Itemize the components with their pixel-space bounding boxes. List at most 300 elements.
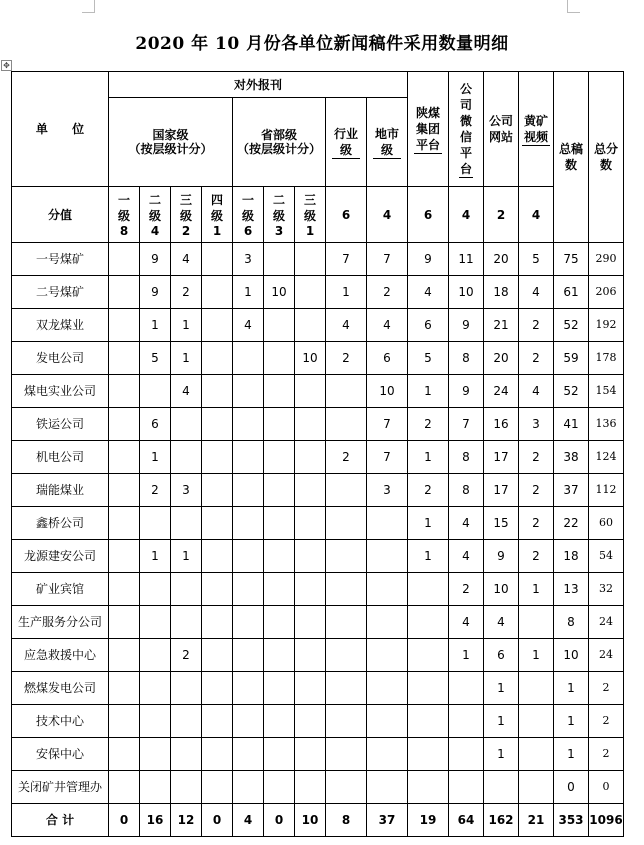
cell-n2: 9 bbox=[140, 243, 171, 276]
cell-city: 3 bbox=[367, 474, 408, 507]
table-row bbox=[12, 606, 624, 639]
cell-n2: 1 bbox=[140, 441, 171, 474]
cell-score: 206 bbox=[589, 276, 624, 309]
total-score: 1096 bbox=[589, 804, 624, 837]
cell-wechat: 9 bbox=[449, 375, 484, 408]
cell-p1 bbox=[233, 639, 264, 672]
cell-wechat: 4 bbox=[449, 507, 484, 540]
cell-p3 bbox=[295, 639, 326, 672]
cell-score: 24 bbox=[589, 639, 624, 672]
cell-p3 bbox=[295, 507, 326, 540]
total-video: 21 bbox=[519, 804, 554, 837]
total-count: 353 bbox=[554, 804, 589, 837]
cell-n2 bbox=[140, 507, 171, 540]
table-row bbox=[12, 540, 624, 573]
cell-count: 41 bbox=[554, 408, 589, 441]
cell-video: 4 bbox=[519, 276, 554, 309]
cell-city: 10 bbox=[367, 375, 408, 408]
cell-video: 2 bbox=[519, 474, 554, 507]
cell-score: 136 bbox=[589, 408, 624, 441]
score-website: 2 bbox=[484, 187, 519, 243]
cell-score: 32 bbox=[589, 573, 624, 606]
cell-city bbox=[367, 606, 408, 639]
table-row bbox=[12, 342, 624, 375]
total-n4: 0 bbox=[202, 804, 233, 837]
cell-n1 bbox=[109, 342, 140, 375]
cell-video bbox=[519, 705, 554, 738]
cell-count: 13 bbox=[554, 573, 589, 606]
cell-p1 bbox=[233, 606, 264, 639]
totals-label: 合 计 bbox=[12, 804, 109, 837]
cell-p2 bbox=[264, 309, 295, 342]
cell-n3 bbox=[171, 606, 202, 639]
cell-industry: 4 bbox=[326, 309, 367, 342]
cell-p2 bbox=[264, 474, 295, 507]
table-row bbox=[12, 705, 624, 738]
cell-score: 54 bbox=[589, 540, 624, 573]
cell-p3 bbox=[295, 540, 326, 573]
cell-shaanmei: 1 bbox=[408, 441, 449, 474]
cell-n4 bbox=[202, 606, 233, 639]
cell-shaanmei: 2 bbox=[408, 474, 449, 507]
cell-n3: 4 bbox=[171, 375, 202, 408]
cell-wechat bbox=[449, 705, 484, 738]
total-p3: 10 bbox=[295, 804, 326, 837]
header-city: 地市级 bbox=[367, 98, 408, 187]
cell-website: 6 bbox=[484, 639, 519, 672]
cell-n3 bbox=[171, 672, 202, 705]
cell-score: 154 bbox=[589, 375, 624, 408]
unit-name-cell: 龙源建安公司 bbox=[12, 540, 109, 573]
cell-industry: 2 bbox=[326, 342, 367, 375]
unit-name-cell: 煤电实业公司 bbox=[12, 375, 109, 408]
total-n2: 16 bbox=[140, 804, 171, 837]
unit-name-cell: 一号煤矿 bbox=[12, 243, 109, 276]
unit-name-cell: 瑞能煤业 bbox=[12, 474, 109, 507]
level-provincial-2: 二级 3 bbox=[264, 187, 295, 243]
cell-p1 bbox=[233, 441, 264, 474]
cell-n1 bbox=[109, 507, 140, 540]
cell-n3 bbox=[171, 738, 202, 771]
cell-count: 0 bbox=[554, 771, 589, 804]
score-city: 4 bbox=[367, 187, 408, 243]
cell-video: 2 bbox=[519, 309, 554, 342]
header-total-score: 总分数 bbox=[589, 72, 624, 243]
total-n3: 12 bbox=[171, 804, 202, 837]
cell-p3 bbox=[295, 243, 326, 276]
cell-wechat bbox=[449, 738, 484, 771]
cell-n4 bbox=[202, 375, 233, 408]
cell-industry bbox=[326, 540, 367, 573]
cell-score: 124 bbox=[589, 441, 624, 474]
cell-city: 7 bbox=[367, 408, 408, 441]
total-shaanmei: 19 bbox=[408, 804, 449, 837]
table-row bbox=[12, 639, 624, 672]
cell-score: 2 bbox=[589, 738, 624, 771]
cell-shaanmei bbox=[408, 705, 449, 738]
cell-website: 15 bbox=[484, 507, 519, 540]
cell-count: 59 bbox=[554, 342, 589, 375]
cell-video bbox=[519, 738, 554, 771]
cell-n1 bbox=[109, 243, 140, 276]
cell-city: 7 bbox=[367, 243, 408, 276]
cell-n1 bbox=[109, 606, 140, 639]
cell-p1 bbox=[233, 507, 264, 540]
header-score-label: 分值 bbox=[12, 187, 109, 243]
cell-industry bbox=[326, 738, 367, 771]
cell-p3 bbox=[295, 738, 326, 771]
cell-p1: 4 bbox=[233, 309, 264, 342]
cell-industry bbox=[326, 474, 367, 507]
cell-video: 1 bbox=[519, 573, 554, 606]
cell-shaanmei: 4 bbox=[408, 276, 449, 309]
cell-p3 bbox=[295, 309, 326, 342]
cell-score: 178 bbox=[589, 342, 624, 375]
cell-n4 bbox=[202, 342, 233, 375]
cell-website: 1 bbox=[484, 672, 519, 705]
table-row bbox=[12, 309, 624, 342]
cell-p1 bbox=[233, 771, 264, 804]
cell-p2 bbox=[264, 375, 295, 408]
cell-p3 bbox=[295, 672, 326, 705]
table-move-handle-icon[interactable]: ✥ bbox=[1, 60, 12, 71]
cell-wechat: 4 bbox=[449, 540, 484, 573]
cell-website: 1 bbox=[484, 738, 519, 771]
cell-n2 bbox=[140, 639, 171, 672]
table-row bbox=[12, 573, 624, 606]
table-row bbox=[12, 738, 624, 771]
cell-p3: 10 bbox=[295, 342, 326, 375]
page-corner-mark-right bbox=[567, 0, 580, 13]
cell-website: 18 bbox=[484, 276, 519, 309]
header-industry: 行业级 bbox=[326, 98, 367, 187]
cell-p2 bbox=[264, 771, 295, 804]
cell-shaanmei bbox=[408, 738, 449, 771]
cell-n4 bbox=[202, 573, 233, 606]
cell-n3: 4 bbox=[171, 243, 202, 276]
unit-name-cell: 技术中心 bbox=[12, 705, 109, 738]
cell-count: 38 bbox=[554, 441, 589, 474]
unit-name-cell: 安保中心 bbox=[12, 738, 109, 771]
cell-website: 21 bbox=[484, 309, 519, 342]
cell-industry bbox=[326, 408, 367, 441]
table-row bbox=[12, 771, 624, 804]
cell-count: 37 bbox=[554, 474, 589, 507]
table-row bbox=[12, 672, 624, 705]
cell-n2: 9 bbox=[140, 276, 171, 309]
cell-n1 bbox=[109, 276, 140, 309]
cell-website: 16 bbox=[484, 408, 519, 441]
cell-wechat: 2 bbox=[449, 573, 484, 606]
cell-count: 8 bbox=[554, 606, 589, 639]
table-row bbox=[12, 408, 624, 441]
cell-wechat: 4 bbox=[449, 606, 484, 639]
cell-p1 bbox=[233, 408, 264, 441]
cell-n4 bbox=[202, 276, 233, 309]
cell-n1 bbox=[109, 309, 140, 342]
cell-city bbox=[367, 738, 408, 771]
unit-name-cell: 关闭矿井管理办 bbox=[12, 771, 109, 804]
cell-p3 bbox=[295, 276, 326, 309]
cell-n1 bbox=[109, 441, 140, 474]
cell-website: 20 bbox=[484, 243, 519, 276]
cell-p2 bbox=[264, 672, 295, 705]
cell-website: 24 bbox=[484, 375, 519, 408]
unit-name-cell: 矿业宾馆 bbox=[12, 573, 109, 606]
cell-website bbox=[484, 771, 519, 804]
cell-score: 0 bbox=[589, 771, 624, 804]
header-unit: 单 位 bbox=[12, 72, 109, 187]
totals-row bbox=[12, 804, 624, 837]
score-industry: 6 bbox=[326, 187, 367, 243]
cell-n3 bbox=[171, 705, 202, 738]
level-provincial-1: 一级 6 bbox=[233, 187, 264, 243]
cell-shaanmei: 2 bbox=[408, 408, 449, 441]
cell-shaanmei bbox=[408, 606, 449, 639]
total-n1: 0 bbox=[109, 804, 140, 837]
cell-video: 1 bbox=[519, 639, 554, 672]
cell-p3 bbox=[295, 771, 326, 804]
cell-industry bbox=[326, 375, 367, 408]
cell-p1 bbox=[233, 705, 264, 738]
cell-industry: 7 bbox=[326, 243, 367, 276]
page-corner-mark-left bbox=[82, 0, 95, 13]
cell-n1 bbox=[109, 738, 140, 771]
cell-n4 bbox=[202, 243, 233, 276]
cell-p3 bbox=[295, 573, 326, 606]
cell-p1 bbox=[233, 738, 264, 771]
cell-city bbox=[367, 771, 408, 804]
cell-video bbox=[519, 672, 554, 705]
cell-video: 2 bbox=[519, 441, 554, 474]
cell-wechat bbox=[449, 771, 484, 804]
cell-n3: 2 bbox=[171, 276, 202, 309]
cell-n2: 2 bbox=[140, 474, 171, 507]
cell-city bbox=[367, 540, 408, 573]
cell-n2 bbox=[140, 606, 171, 639]
cell-p2 bbox=[264, 441, 295, 474]
cell-p2 bbox=[264, 738, 295, 771]
header-national: 国家级 （按层级计分） bbox=[109, 98, 233, 187]
cell-p2 bbox=[264, 573, 295, 606]
cell-n3 bbox=[171, 507, 202, 540]
cell-industry bbox=[326, 771, 367, 804]
cell-p2 bbox=[264, 639, 295, 672]
unit-name-cell: 机电公司 bbox=[12, 441, 109, 474]
cell-n1 bbox=[109, 672, 140, 705]
unit-name-cell: 应急救援中心 bbox=[12, 639, 109, 672]
cell-n2 bbox=[140, 771, 171, 804]
cell-n4 bbox=[202, 672, 233, 705]
cell-industry bbox=[326, 705, 367, 738]
cell-n2 bbox=[140, 738, 171, 771]
cell-video bbox=[519, 606, 554, 639]
cell-p3 bbox=[295, 705, 326, 738]
cell-shaanmei bbox=[408, 771, 449, 804]
cell-p2 bbox=[264, 243, 295, 276]
cell-n2: 5 bbox=[140, 342, 171, 375]
cell-count: 75 bbox=[554, 243, 589, 276]
unit-name-cell: 铁运公司 bbox=[12, 408, 109, 441]
cell-n1 bbox=[109, 408, 140, 441]
table-row bbox=[12, 243, 624, 276]
total-p1: 4 bbox=[233, 804, 264, 837]
cell-industry bbox=[326, 606, 367, 639]
cell-score: 192 bbox=[589, 309, 624, 342]
header-external-media: 对外报刊 bbox=[109, 72, 408, 98]
cell-shaanmei bbox=[408, 639, 449, 672]
cell-n2: 1 bbox=[140, 540, 171, 573]
header-wechat-platform: 公司微信平台 bbox=[449, 72, 484, 187]
score-shaanmei: 6 bbox=[408, 187, 449, 243]
cell-p3 bbox=[295, 441, 326, 474]
cell-website: 9 bbox=[484, 540, 519, 573]
total-website: 162 bbox=[484, 804, 519, 837]
cell-video: 2 bbox=[519, 342, 554, 375]
cell-city: 6 bbox=[367, 342, 408, 375]
cell-shaanmei: 1 bbox=[408, 540, 449, 573]
cell-p1 bbox=[233, 540, 264, 573]
cell-n2 bbox=[140, 573, 171, 606]
cell-wechat: 11 bbox=[449, 243, 484, 276]
cell-p1 bbox=[233, 474, 264, 507]
cell-n3: 1 bbox=[171, 540, 202, 573]
total-industry: 8 bbox=[326, 804, 367, 837]
cell-p3 bbox=[295, 606, 326, 639]
cell-wechat: 8 bbox=[449, 474, 484, 507]
header-video: 黄矿视频 bbox=[519, 72, 554, 187]
cell-industry: 2 bbox=[326, 441, 367, 474]
cell-p2 bbox=[264, 408, 295, 441]
header-total-count: 总稿数 bbox=[554, 72, 589, 243]
cell-video: 2 bbox=[519, 540, 554, 573]
cell-count: 1 bbox=[554, 705, 589, 738]
table-body bbox=[12, 243, 624, 804]
cell-shaanmei: 1 bbox=[408, 507, 449, 540]
cell-website: 4 bbox=[484, 606, 519, 639]
cell-industry bbox=[326, 507, 367, 540]
cell-city: 4 bbox=[367, 309, 408, 342]
cell-score: 290 bbox=[589, 243, 624, 276]
cell-video bbox=[519, 771, 554, 804]
cell-wechat: 10 bbox=[449, 276, 484, 309]
cell-n4 bbox=[202, 441, 233, 474]
cell-score: 2 bbox=[589, 672, 624, 705]
score-wechat: 4 bbox=[449, 187, 484, 243]
cell-n3 bbox=[171, 408, 202, 441]
unit-name-cell: 双龙煤业 bbox=[12, 309, 109, 342]
unit-name-cell: 鑫桥公司 bbox=[12, 507, 109, 540]
cell-wechat bbox=[449, 672, 484, 705]
cell-wechat: 7 bbox=[449, 408, 484, 441]
cell-website: 17 bbox=[484, 474, 519, 507]
cell-p2 bbox=[264, 342, 295, 375]
header-shaanmei-platform: 陕煤集团平台 bbox=[408, 72, 449, 187]
cell-wechat: 1 bbox=[449, 639, 484, 672]
cell-p3 bbox=[295, 474, 326, 507]
cell-p2: 10 bbox=[264, 276, 295, 309]
cell-shaanmei: 1 bbox=[408, 375, 449, 408]
cell-n4 bbox=[202, 408, 233, 441]
cell-n4 bbox=[202, 705, 233, 738]
cell-n1 bbox=[109, 375, 140, 408]
cell-city bbox=[367, 672, 408, 705]
cell-shaanmei: 5 bbox=[408, 342, 449, 375]
cell-score: 112 bbox=[589, 474, 624, 507]
total-wechat: 64 bbox=[449, 804, 484, 837]
cell-p1 bbox=[233, 375, 264, 408]
cell-n4 bbox=[202, 771, 233, 804]
cell-n1 bbox=[109, 639, 140, 672]
table-row bbox=[12, 507, 624, 540]
cell-n4 bbox=[202, 507, 233, 540]
cell-p1 bbox=[233, 672, 264, 705]
cell-n3: 1 bbox=[171, 309, 202, 342]
cell-shaanmei: 6 bbox=[408, 309, 449, 342]
level-national-3: 三级 2 bbox=[171, 187, 202, 243]
cell-wechat: 8 bbox=[449, 441, 484, 474]
cell-n1 bbox=[109, 540, 140, 573]
cell-p1: 3 bbox=[233, 243, 264, 276]
cell-n3: 1 bbox=[171, 342, 202, 375]
cell-city: 2 bbox=[367, 276, 408, 309]
cell-count: 1 bbox=[554, 672, 589, 705]
cell-count: 61 bbox=[554, 276, 589, 309]
cell-website: 17 bbox=[484, 441, 519, 474]
cell-n4 bbox=[202, 738, 233, 771]
cell-n3: 3 bbox=[171, 474, 202, 507]
cell-n2 bbox=[140, 705, 171, 738]
news-statistics-table bbox=[11, 71, 624, 837]
cell-city bbox=[367, 705, 408, 738]
cell-p1 bbox=[233, 573, 264, 606]
cell-city bbox=[367, 507, 408, 540]
cell-p1: 1 bbox=[233, 276, 264, 309]
cell-n2 bbox=[140, 375, 171, 408]
level-national-1: 一级 8 bbox=[109, 187, 140, 243]
header-provincial: 省部级 （按层级计分） bbox=[233, 98, 326, 187]
cell-n1 bbox=[109, 474, 140, 507]
table-row bbox=[12, 441, 624, 474]
cell-industry bbox=[326, 672, 367, 705]
cell-n4 bbox=[202, 309, 233, 342]
level-provincial-3: 三级 1 bbox=[295, 187, 326, 243]
header-website: 公司网站 bbox=[484, 72, 519, 187]
cell-count: 52 bbox=[554, 309, 589, 342]
document-title: 2020 年 10 月份各单位新闻稿件采用数量明细 bbox=[135, 34, 509, 54]
cell-video: 2 bbox=[519, 507, 554, 540]
cell-shaanmei bbox=[408, 573, 449, 606]
score-video: 4 bbox=[519, 187, 554, 243]
table-row bbox=[12, 474, 624, 507]
cell-website: 10 bbox=[484, 573, 519, 606]
cell-n3 bbox=[171, 771, 202, 804]
cell-count: 18 bbox=[554, 540, 589, 573]
cell-score: 2 bbox=[589, 705, 624, 738]
cell-p2 bbox=[264, 540, 295, 573]
cell-shaanmei bbox=[408, 672, 449, 705]
cell-score: 60 bbox=[589, 507, 624, 540]
cell-count: 52 bbox=[554, 375, 589, 408]
cell-wechat: 9 bbox=[449, 309, 484, 342]
cell-website: 20 bbox=[484, 342, 519, 375]
cell-video: 3 bbox=[519, 408, 554, 441]
table-row bbox=[12, 276, 624, 309]
level-national-2: 二级 4 bbox=[140, 187, 171, 243]
unit-name-cell: 二号煤矿 bbox=[12, 276, 109, 309]
cell-n1 bbox=[109, 705, 140, 738]
cell-city: 7 bbox=[367, 441, 408, 474]
